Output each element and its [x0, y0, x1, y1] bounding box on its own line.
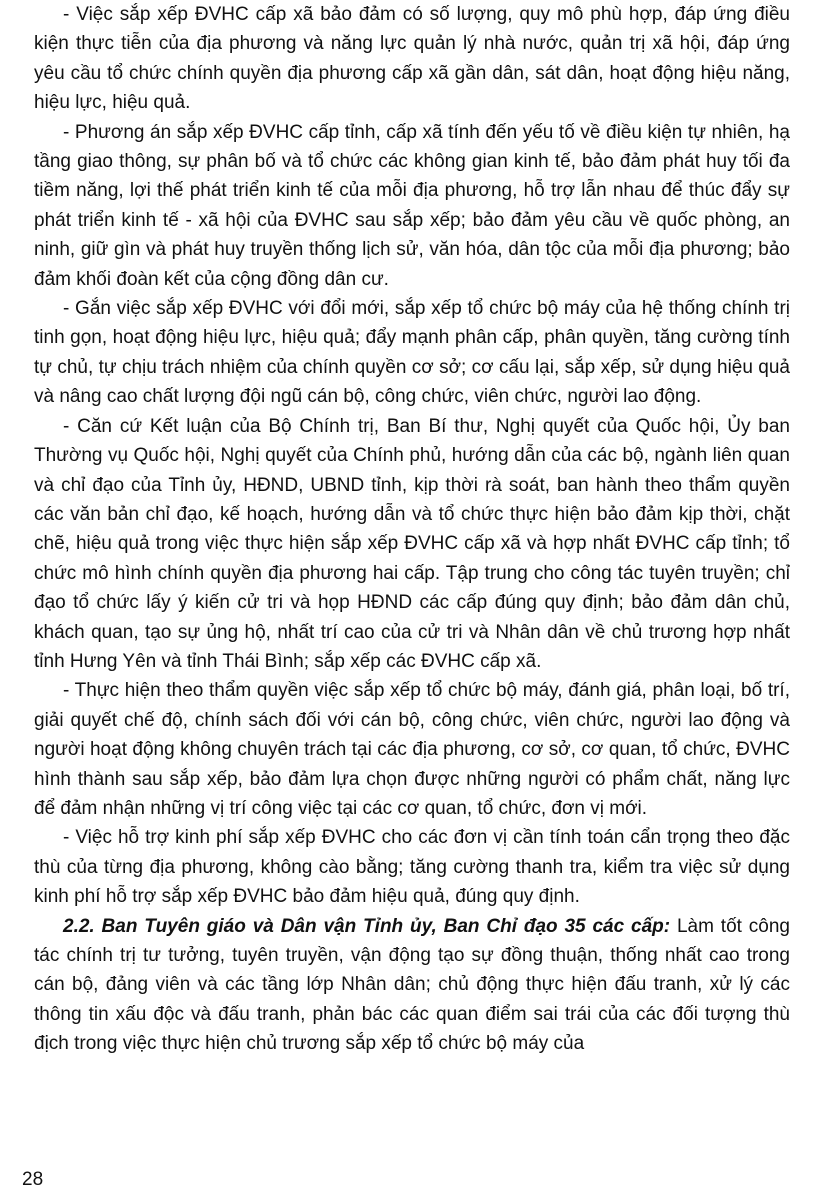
paragraph-section-2-2: [34, 912, 790, 1059]
paragraph-legal-basis: - Căn cứ Kết luận của Bộ Chính trị, Ban Bí thư, Nghị quyết của Quốc hội, Ủy ban Thường vụ Quốc hội, Nghị quyết của Chính phủ, hướng dẫn của các bộ, ngành liên quan và chỉ đạo của Tỉnh ủy, HĐND, UBND tỉnh, kịp thời rà soát, ban hành theo thẩm quyền các văn bản chỉ đạo, kế hoạch, hướng dẫn và tổ chức thực hiện bảo đảm kịp thời, chặt chẽ, hiệu quả trong việc thực hiện sắp xếp ĐVHC cấp xã và hợp nhất ĐVHC cấp tỉnh; tổ chức mô hình chính quyền địa phương hai cấp. Tập trung cho công tác tuyên truyền; chỉ đạo tổ chức lấy ý kiến cử tri và họp HĐND các cấp đúng quy định; bảo đảm dân chủ, khách quan, tạo sự ủng hộ, nhất trí cao của cử tri và Nhân dân về chủ trương hợp nhất tỉnh Hưng Yên và tỉnh Thái Bình; sắp xếp các ĐVHC cấp xã.: [34, 415, 790, 672]
paragraph-arrangement-plan: - Phương án sắp xếp ĐVHC cấp tỉnh, cấp xã tính đến yếu tố về điều kiện tự nhiên, hạ tầng giao thông, sự phân bố và tổ chức các không gian kinh tế, bảo đảm phát huy tối đa tiềm năng, lợi thế phát triển kinh tế của mỗi địa phương, hỗ trợ lẫn nhau để thúc đẩy sự phát triển kinh tế - xã hội của ĐVHC sau sắp xếp; bảo đảm yêu cầu về quốc phòng, an ninh, giữ gìn và phát huy truyền thống lịch sử, văn hóa, dân tộc của mỗi địa phương; bảo đảm khối đoàn kết của cộng đồng dân cư.: [34, 121, 790, 290]
paragraph-apparatus-reform: - Gắn việc sắp xếp ĐVHC với đổi mới, sắp xếp tổ chức bộ máy của hệ thống chính trị tinh gọn, hoạt động hiệu lực, hiệu quả; đẩy mạnh phân cấp, phân quyền, tăng cường tính tự chủ, tự chịu trách nhiệm của chính quyền cơ sở; cơ cấu lại, sắp xếp, sử dụng hiệu quả và nâng cao chất lượng đội ngũ cán bộ, công chức, viên chức, người lao động.: [34, 298, 790, 408]
section-body: Làm tốt công tác chính trị tư tưởng, tuyên truyền, vận động tạo sự đồng thuận, thống nhất cao trong cán bộ, đảng viên và các tầng lớp Nhân dân; chủ động thực hiện đấu tranh, xử lý các thông tin xấu độc và đấu tranh, phản bác các quan điểm sai trái của các đối tượng thù địch trong việc thực hiện chủ trương sắp xếp tổ chức bộ máy của: [34, 915, 790, 1055]
document-page: [34, 0, 790, 1059]
paragraph-commune-arrangement: - Việc sắp xếp ĐVHC cấp xã bảo đảm có số lượng, quy mô phù hợp, đáp ứng điều kiện thực tiễn của địa phương và năng lực quản lý nhà nước, quản trị xã hội, đáp ứng yêu cầu tổ chức chính quyền địa phương cấp xã gần dân, sát dân, hoạt động hiệu năng, hiệu lực, hiệu quả.: [34, 4, 790, 114]
page-number: 28: [22, 1169, 44, 1190]
section-heading: 2.2. Ban Tuyên giáo và Dân vận Tỉnh ủy, Ban Chỉ đạo 35 các cấp:: [63, 915, 671, 937]
paragraph-personnel: - Thực hiện theo thẩm quyền việc sắp xếp tổ chức bộ máy, đánh giá, phân loại, bố trí, giải quyết chế độ, chính sách đối với cán bộ, công chức, viên chức, người lao động và người hoạt động không chuyên trách tại các địa phương, cơ sở, cơ quan, tổ chức, ĐVHC hình thành sau sắp xếp, bảo đảm lựa chọn được những người có phẩm chất, năng lực để đảm nhận những vị trí công việc tại các cơ quan, tổ chức, đơn vị mới.: [34, 680, 790, 819]
paragraph-funding: - Việc hỗ trợ kinh phí sắp xếp ĐVHC cho các đơn vị cần tính toán cẩn trọng theo đặc thù của từng địa phương, không cào bằng; tăng cường thanh tra, kiểm tra việc sử dụng kinh phí hỗ trợ sắp xếp ĐVHC bảo đảm hiệu quả, đúng quy định.: [34, 827, 790, 908]
